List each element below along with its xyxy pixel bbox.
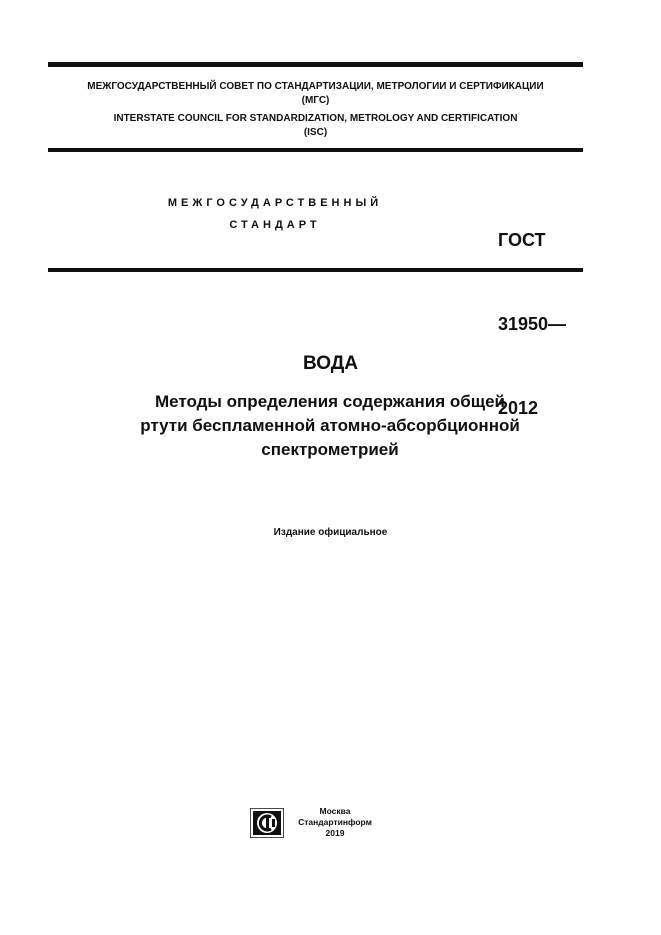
council-abbrev-en: (ISC) [303, 127, 328, 138]
designation-prefix: ГОСТ [498, 230, 546, 250]
standard-type-line2: СТАНДАРТ [229, 219, 321, 231]
publisher-year: 2019 [325, 828, 345, 838]
top-rule [48, 62, 583, 67]
standartinform-logo-icon [250, 808, 284, 838]
middle-rule [48, 148, 583, 152]
publisher-city: Москва [319, 806, 351, 816]
council-name-russian [48, 80, 583, 108]
document-subtitle [80, 390, 580, 462]
edition-note: Издание официальное [273, 527, 388, 538]
subtitle-line3: спектрометрией [261, 440, 399, 459]
council-name-en-line: INTERSTATE COUNCIL FOR STANDARDIZATION, METROLOGY AND CERTIFICATION [113, 113, 518, 124]
designation-year: 2012 [498, 398, 539, 418]
subtitle-line2: ртути беспламенной атомно-абсорбционной [140, 416, 520, 435]
subtitle-line1: Методы определения содержания общей [154, 392, 506, 411]
council-name-english [48, 112, 583, 140]
document-title: ВОДА [302, 353, 359, 374]
publisher-name: Стандартинформ [298, 817, 372, 827]
standard-type-line1: МЕЖГОСУДАРСТВЕННЫЙ [167, 197, 383, 209]
bottom-rule [48, 268, 583, 272]
council-abbrev-ru: (МГС) [301, 95, 330, 106]
standard-type [145, 192, 405, 236]
council-name-ru-line: МЕЖГОСУДАРСТВЕННЫЙ СОВЕТ ПО СТАНДАРТИЗАЦИИ, МЕТРОЛОГИИ И СЕРТИФИКАЦИИ [87, 81, 544, 92]
designation-number: 31950— [498, 314, 567, 334]
publisher-info [290, 806, 380, 839]
